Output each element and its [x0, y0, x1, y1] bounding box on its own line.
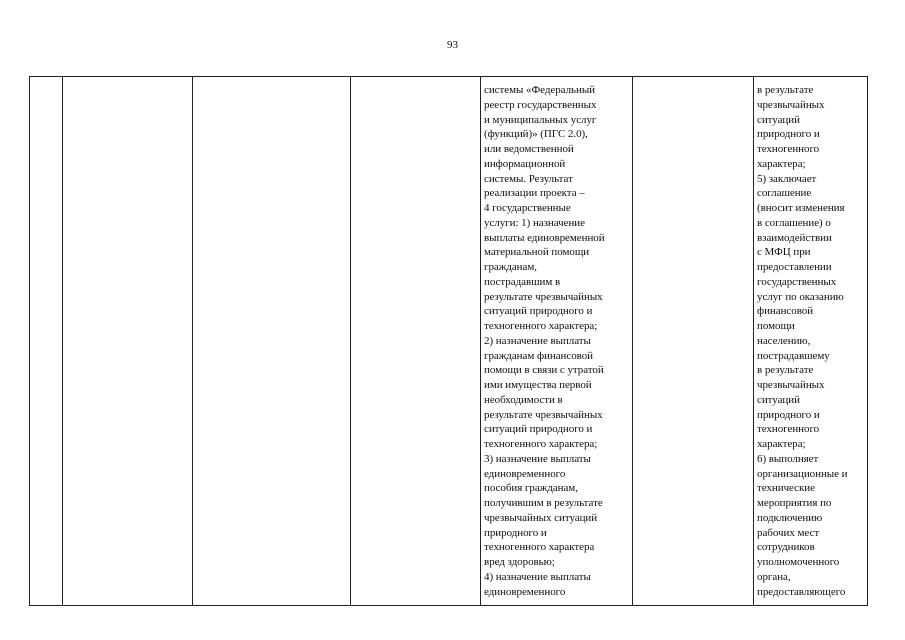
table-cell-col5	[481, 77, 633, 606]
document-table	[29, 76, 868, 606]
col5-text: системы «Федеральный реестр государственных и муниципальных услуг (функций)» (ПГС 2.0), или ведомственной информационной системы. Результат реализации проекта – 4 государственные услуги: 1) назначение выплаты единовременной материальной помощи гражданам, пострадавшим в результате чрезвычайных ситуаций природного и техногенного характера; 2) назначение выплаты гражданам финансовой помощи в связи с утратой ими имущества первой необходимости в результате чрезвычайных ситуаций природного и техногенного характера; 3) назначение выплаты единовременного пособия гражданам, получившим в результате чрезвычайных ситуаций природного и техногенного характера вред здоровью; 4) назначение выплаты единовременного	[484, 84, 605, 598]
table-cell-col4	[351, 77, 481, 606]
table-cell-col2	[63, 77, 193, 606]
table-cell-col6	[633, 77, 754, 606]
table-cell-number	[30, 77, 63, 606]
table-row	[30, 77, 868, 606]
col7-text: в результате чрезвычайных ситуаций природного и техногенного характера; 5) заключает соглашение (вносит изменения в соглашение) о взаимодействии с МФЦ при предоставлении государственных услуг по оказанию финансовой помощи населению, пострадавшему в результате чрезвычайных ситуаций природного и техногенного характера; 6) выполняет организационные и технические мероприятия по подключению рабочих мест сотрудников уполномоченного органа, предоставляющего	[757, 84, 848, 598]
table-cell-col7	[754, 77, 868, 606]
table-cell-col3	[193, 77, 351, 606]
page-number: 93	[447, 39, 458, 51]
